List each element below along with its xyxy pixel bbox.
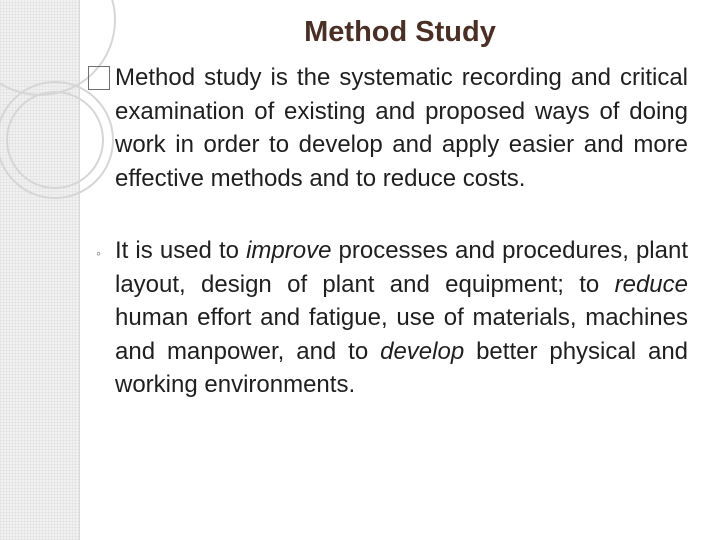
paragraph-method-study-definition (115, 61, 688, 195)
circle-bullet-icon: ◦ (96, 245, 101, 261)
paragraph-method-study-purpose (115, 234, 688, 402)
paragraph-text: better physical and working environments. (115, 337, 689, 399)
paragraph-text: Method study is the systematic recording and critical examination of existing and proposed ways of doing work in order to develop and apply easier and more effective methods and to reduce costs. (115, 64, 688, 192)
decorative-ring-middle (0, 82, 113, 198)
square-bullet-icon (88, 66, 110, 90)
paragraph-text: It is used to (115, 237, 247, 264)
emphasis-develop: develop (380, 337, 465, 365)
emphasis-reduce: reduce (614, 270, 688, 298)
paragraph-text: processes and procedures, plant layout, design of plant and equipment; to (115, 237, 688, 298)
decorative-ring-inner (7, 92, 103, 188)
slide-title: Method Study (304, 16, 496, 48)
emphasis-improve: improve (246, 237, 332, 264)
paragraph-text: human effort and fatigue, use of materials, machines and manpower, and to (115, 304, 688, 365)
